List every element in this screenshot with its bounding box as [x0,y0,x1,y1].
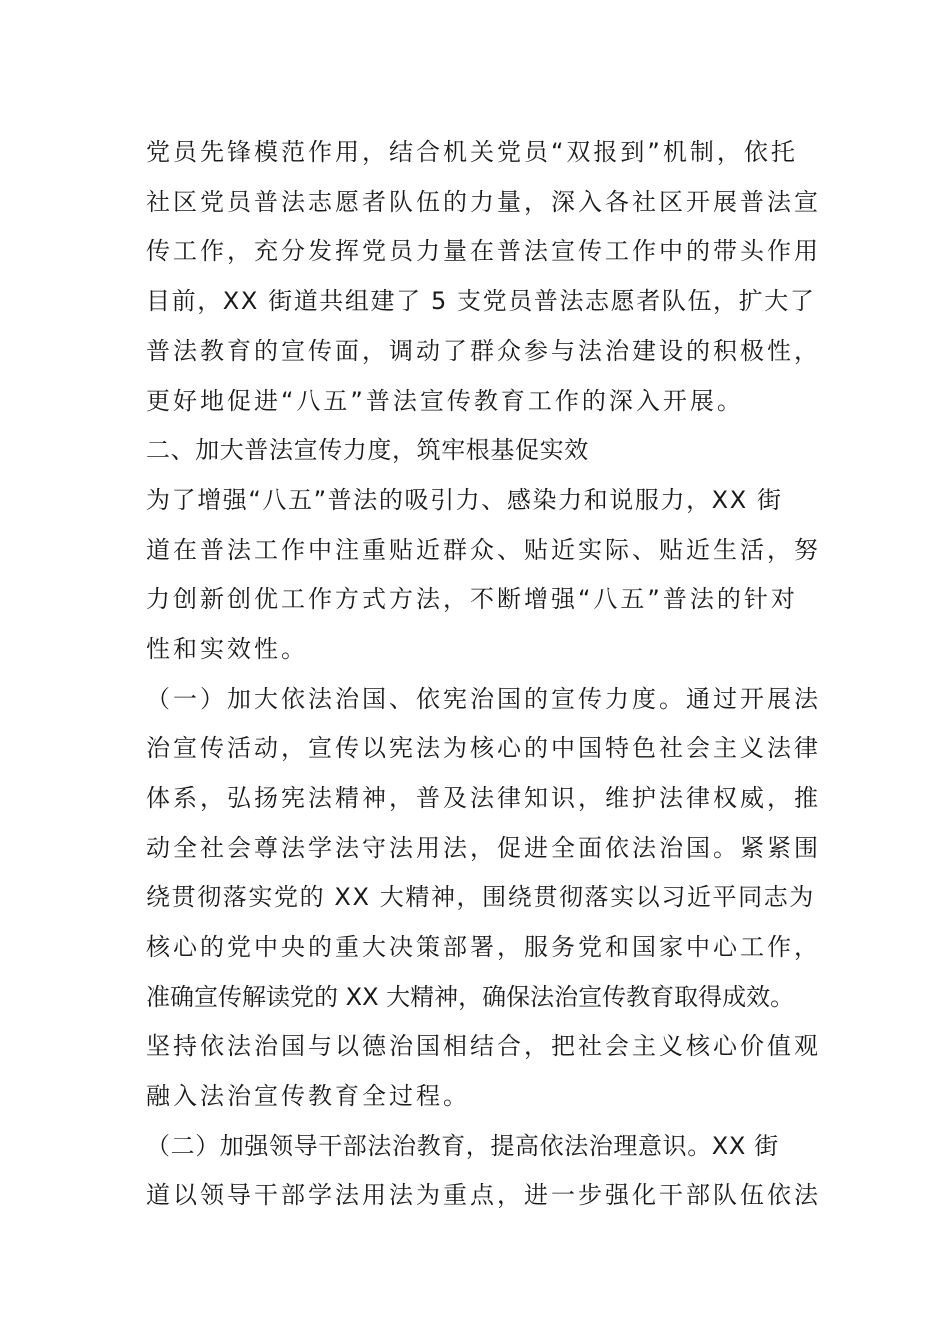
text-line: 动全社会尊法学法守法用法，促进全面依法治国。紧紧围 [146,834,821,862]
text-line: 准确宣传解读党的 XX 大精神，确保法治宣传教育取得成效。 [146,983,795,1011]
text-line: 目前，XX 街道共组建了 5 支党员普法志愿者队伍，扩大了 [146,287,816,315]
text-line: 党员先锋模范作用，结合机关党员“双报到”机制，依托 [146,138,798,166]
text-line: 融入法治宣传教育全过程。 [146,1082,470,1110]
text-line: 传工作，充分发挥党员力量在普法宣传工作中的带头作用 [146,237,821,265]
text-line: 普法教育的宣传面，调动了群众参与法治建设的积极性， [146,337,821,365]
text-line: 社区党员普法志愿者队伍的力量，深入各社区开展普法宣 [146,188,821,216]
text-line: 性和实效性。 [146,635,308,663]
text-line: 力创新创优工作方式方法，不断增强“八五”普法的针对 [146,585,798,613]
text-line: 治宣传活动，宣传以宪法为核心的中国特色社会主义法律 [146,734,821,762]
text-line: 坚持依法治国与以德治国相结合，把社会主义核心价值观 [146,1032,821,1060]
section-heading: 二、加大普法宣传力度，筑牢根基促实效 [146,436,589,464]
text-line: 更好地促进“八五”普法宣传教育工作的深入开展。 [146,387,744,415]
subsection-line: （一）加大依法治国、依宪治国的宣传力度。通过开展法 [146,685,821,713]
text-line: 体系，弘扬宪法精神，普及法律知识，维护法律权威，推 [146,784,821,812]
text-line: 道以领导干部学法用法为重点，进一步强化干部队伍依法 [146,1181,821,1209]
text-line: 核心的党中央的重大决策部署，服务党和国家中心工作， [146,933,821,961]
text-line: 道在普法工作中注重贴近群众、贴近实际、贴近生活，努 [146,536,821,564]
subsection-line: （二）加强领导干部法治教育，提高依法治理意识。XX 街 [146,1132,779,1160]
text-line: 绕贯彻落实党的 XX 大精神，围绕贯彻落实以习近平同志为 [146,883,815,911]
text-line: 为了增强“八五”普法的吸引力、感染力和说服力，XX 街 [146,486,783,514]
